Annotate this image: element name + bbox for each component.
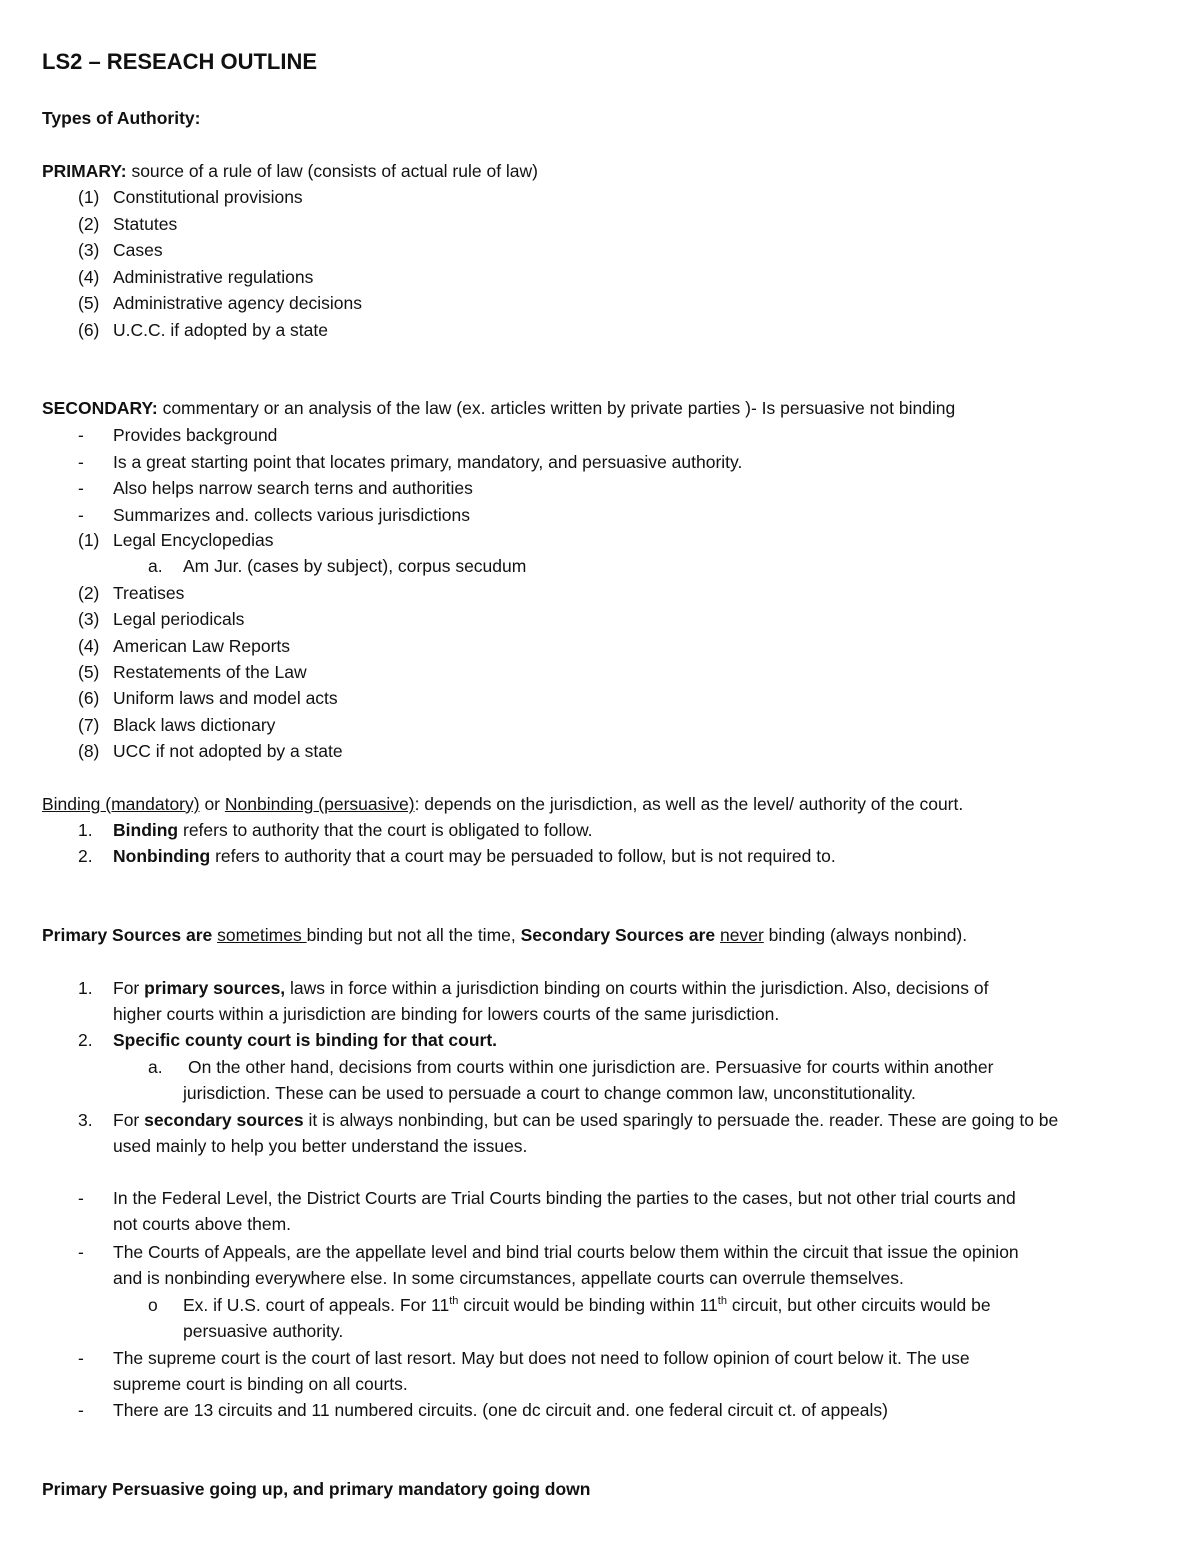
secondary-list-item-marker: (8) <box>78 741 100 762</box>
sources-item-1-cont: higher courts within a jurisdiction are binding for lowers courts of the same jurisdiction. <box>113 1004 780 1024</box>
list-number: 1. <box>78 820 93 840</box>
sources-end-text: binding (always nonbind). <box>763 925 968 945</box>
primary-list-item: Cases <box>113 240 163 260</box>
secondary-bullet-item: Is a great starting point that locates primary, mandatory, and persuasive authority. <box>113 451 743 472</box>
dash-bullet: - <box>78 1348 84 1368</box>
sources-item-1 <box>113 976 988 1000</box>
binding-term: Binding (mandatory) <box>42 794 200 814</box>
appeals-example <box>183 1293 991 1317</box>
secondary-bullet-item: Provides background <box>113 425 278 445</box>
closing-statement: Primary Persuasive going up, and primary mandatory going down <box>42 1479 591 1499</box>
sources-item-2: Specific county court is binding for that court. <box>113 1030 498 1050</box>
primary-list-item-marker: (5) <box>78 293 100 313</box>
federal-district-courts-cont: not courts above them. <box>113 1214 292 1234</box>
sources-item-3 <box>113 1108 1058 1132</box>
secondary-list-subitem-marker: a. <box>148 556 163 577</box>
secondary-list-subitem: Am Jur. (cases by subject), corpus secudum <box>183 556 527 577</box>
primary-list-item-marker: (3) <box>78 240 100 260</box>
federal-appeals-courts: The Courts of Appeals, are the appellate level and bind trial courts below them within the circuit that issue the opinion <box>113 1242 1019 1262</box>
sources-item-3-cont: used mainly to help you better understand the issues. <box>113 1136 528 1156</box>
sources-primary-label: Primary Sources are <box>42 925 218 945</box>
dash-bullet: - <box>78 1242 84 1262</box>
secondary-bullet-item: Also helps narrow search terns and authorities <box>113 478 473 498</box>
list-letter: a. <box>148 1057 163 1077</box>
secondary-bullet-item-marker: - <box>78 504 84 525</box>
secondary-list-item: American Law Reports <box>113 635 291 656</box>
list-number: 2. <box>78 1030 93 1050</box>
binding-rest: : depends on the jurisdiction, as well as the level/ authority of the court. <box>414 794 964 814</box>
list-number: 3. <box>78 1110 93 1130</box>
secondary-bullet-item-marker: - <box>78 451 84 472</box>
secondary-list-item-marker: (1) <box>78 530 100 550</box>
superscript: th <box>717 1295 727 1308</box>
secondary-list-item-marker: (5) <box>78 662 100 682</box>
federal-supreme-court: The supreme court is the court of last resort. May but does not need to follow opinion of court below it. The use <box>113 1348 970 1368</box>
binding-item-text: refers to authority that the court is obligated to follow. <box>178 820 593 840</box>
primary-list-item: Constitutional provisions <box>113 187 303 207</box>
appeals-example-cont: persuasive authority. <box>183 1321 344 1341</box>
list-number: 2. <box>78 846 93 866</box>
sources-summary <box>42 923 967 947</box>
secondary-list-item: UCC if not adopted by a state <box>113 741 343 762</box>
sources-item-2a: On the other hand, decisions from courts within one jurisdiction are. Persuasive for courts within another <box>188 1057 994 1077</box>
secondary-list-item-marker: (3) <box>78 609 100 630</box>
primary-list-item-marker: (1) <box>78 187 100 207</box>
primary-label: PRIMARY: <box>42 161 127 181</box>
federal-supreme-court-cont: supreme court is binding on all courts. <box>113 1374 408 1394</box>
text-run: laws in force within a jurisdiction binding on courts within the jurisdiction. Also, decisions of <box>285 978 989 998</box>
primary-list-item: Administrative agency decisions <box>113 293 363 313</box>
page-title: LS2 – RESEACH OUTLINE <box>42 49 318 74</box>
primary-list-item: Administrative regulations <box>113 266 314 287</box>
secondary-list-item: Restatements of the Law <box>113 662 307 682</box>
text-run: For <box>113 1110 145 1130</box>
secondary-list-item: Uniform laws and model acts <box>113 688 338 709</box>
text-run: it is always nonbinding, but can be used sparingly to persuade the. reader. These are going to be <box>303 1110 1059 1130</box>
text-run: circuit would be binding within 11 <box>458 1295 718 1315</box>
primary-list-item: Statutes <box>113 213 178 234</box>
binding-definition <box>42 792 963 816</box>
secondary-list-item: Treatises <box>113 582 185 603</box>
list-number: 1. <box>78 978 93 998</box>
nonbinding-item-term: Nonbinding <box>113 846 211 866</box>
primary-sources-term: primary sources, <box>144 978 286 998</box>
nonbinding-item <box>113 844 836 868</box>
text-run: circuit, but other circuits would be <box>726 1295 991 1315</box>
primary-definition <box>42 159 538 183</box>
nonbinding-item-text: refers to authority that a court may be persuaded to follow, but is not required to. <box>210 846 836 866</box>
primary-list-item: U.C.C. if adopted by a state <box>113 319 328 340</box>
sources-item-2a-cont: jurisdiction. These can be used to persuade a court to change common law, unconstitutionality. <box>183 1083 916 1103</box>
circle-bullet: o <box>148 1295 158 1315</box>
secondary-definition <box>42 396 955 420</box>
never-text: never <box>720 925 764 945</box>
federal-district-courts: In the Federal Level, the District Courts are Trial Courts binding the parties to the cases, but not other trial courts and <box>113 1188 1016 1208</box>
primary-list-item-marker: (2) <box>78 213 100 234</box>
secondary-list-item-marker: (2) <box>78 582 100 603</box>
sources-secondary-label: Secondary Sources are <box>520 925 721 945</box>
secondary-sources-term: secondary sources <box>144 1110 304 1130</box>
primary-list-item-marker: (4) <box>78 266 100 287</box>
secondary-list-item: Black laws dictionary <box>113 714 276 735</box>
secondary-list-item-marker: (7) <box>78 714 100 735</box>
sometimes-text: sometimes <box>217 925 307 945</box>
sources-mid-text: binding but not all the time, <box>306 925 521 945</box>
text-run: For <box>113 978 145 998</box>
text-run: Ex. if U.S. court of appeals. For 11 <box>183 1295 450 1315</box>
secondary-list-item-marker: (6) <box>78 688 100 709</box>
dash-bullet: - <box>78 1188 84 1208</box>
primary-desc: source of a rule of law (consists of actual rule of law) <box>126 161 539 181</box>
secondary-bullet-item: Summarizes and. collects various jurisdictions <box>113 504 470 525</box>
superscript: th <box>449 1295 459 1308</box>
secondary-label: SECONDARY: <box>42 398 158 418</box>
primary-list-item-marker: (6) <box>78 319 100 340</box>
secondary-list-item-marker: (4) <box>78 635 100 656</box>
or-text: or <box>199 794 225 814</box>
secondary-bullet-item-marker: - <box>78 478 84 498</box>
secondary-desc: commentary or an analysis of the law (ex. articles written by private parties )- Is persuasive not binding <box>157 398 956 418</box>
binding-item <box>113 818 593 842</box>
federal-appeals-courts-cont: and is nonbinding everywhere else. In some circumstances, appellate courts can overrule themselves. <box>113 1268 904 1288</box>
binding-item-term: Binding <box>113 820 179 840</box>
dash-bullet: - <box>78 1400 84 1420</box>
federal-circuits: There are 13 circuits and 11 numbered circuits. (one dc circuit and. one federal circuit ct. of appeals) <box>113 1400 888 1420</box>
types-heading: Types of Authority: <box>42 108 201 128</box>
nonbinding-term: Nonbinding (persuasive) <box>224 794 415 814</box>
secondary-list-item: Legal periodicals <box>113 609 245 630</box>
secondary-bullet-item-marker: - <box>78 425 84 445</box>
secondary-list-item: Legal Encyclopedias <box>113 530 274 550</box>
